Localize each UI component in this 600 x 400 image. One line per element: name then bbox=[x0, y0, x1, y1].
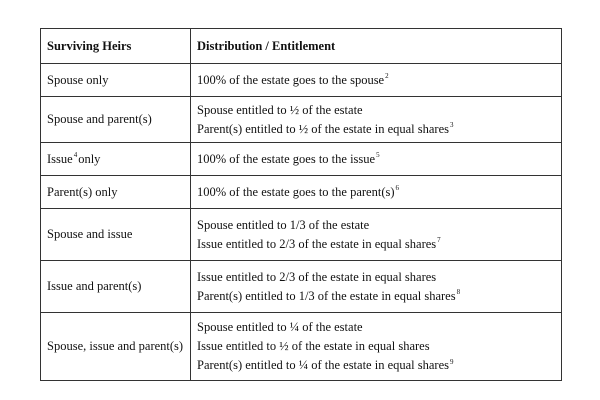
table-row bbox=[41, 261, 562, 313]
heir-cell bbox=[41, 64, 191, 97]
distribution-line bbox=[197, 356, 555, 375]
distribution-line bbox=[197, 337, 555, 356]
heirs-distribution-table bbox=[40, 28, 562, 381]
distribution-text: 100% of the estate goes to the spouse bbox=[197, 72, 385, 87]
distribution-text: Issue entitled to 2/3 of the estate in equal shares bbox=[197, 269, 437, 284]
heir-cell bbox=[41, 143, 191, 176]
distribution-text: Parent(s) entitled to 1/3 of the estate in equal shares bbox=[197, 288, 456, 303]
table-row bbox=[41, 64, 562, 97]
distribution-cell bbox=[191, 64, 562, 97]
footnote-ref[interactable]: 9 bbox=[450, 357, 454, 366]
distribution-text: 100% of the estate goes to the issue bbox=[197, 151, 376, 166]
distribution-line bbox=[197, 318, 555, 337]
distribution-text: Parent(s) entitled to ½ of the estate in equal shares bbox=[197, 121, 450, 136]
distribution-text: Issue entitled to 2/3 of the estate in equal shares bbox=[197, 236, 437, 251]
footnote-ref[interactable]: 2 bbox=[385, 72, 389, 81]
table-header-row bbox=[41, 29, 562, 64]
distribution-line bbox=[197, 120, 555, 139]
distribution-cell bbox=[191, 313, 562, 381]
heir-cell bbox=[41, 97, 191, 143]
distribution-line bbox=[197, 235, 555, 254]
distribution-text: 100% of the estate goes to the parent(s) bbox=[197, 184, 395, 199]
distribution-text: Issue entitled to ½ of the estate in equal shares bbox=[197, 339, 430, 353]
heir-label-suffix: only bbox=[78, 151, 101, 166]
heir-label: Issue bbox=[47, 151, 73, 166]
footnote-ref[interactable]: 7 bbox=[437, 236, 441, 245]
footnote-ref[interactable]: 6 bbox=[395, 184, 400, 193]
distribution-text: Spouse entitled to ¼ of the estate bbox=[197, 320, 363, 334]
table-row bbox=[41, 209, 562, 261]
heir-label: Spouse and issue bbox=[47, 227, 133, 241]
heir-cell bbox=[41, 176, 191, 209]
distribution-line bbox=[197, 268, 555, 287]
distribution-cell bbox=[191, 143, 562, 176]
distribution-line bbox=[197, 101, 555, 120]
distribution-line bbox=[197, 71, 555, 90]
heir-label: Parent(s) only bbox=[47, 184, 118, 199]
distribution-cell bbox=[191, 97, 562, 143]
distribution-line bbox=[197, 287, 555, 306]
heir-cell bbox=[41, 209, 191, 261]
table-row bbox=[41, 313, 562, 381]
distribution-cell bbox=[191, 261, 562, 313]
distribution-line bbox=[197, 183, 555, 202]
heir-label: Issue and parent(s) bbox=[47, 279, 142, 293]
header-distribution: Distribution / Entitlement bbox=[191, 29, 562, 64]
footnote-ref[interactable]: 3 bbox=[450, 121, 454, 130]
heir-cell bbox=[41, 313, 191, 381]
header-surviving-heirs: Surviving Heirs bbox=[41, 29, 191, 64]
footnote-ref[interactable]: 4 bbox=[73, 151, 78, 160]
distribution-cell bbox=[191, 176, 562, 209]
heir-label: Spouse, issue and parent(s) bbox=[47, 339, 184, 353]
distribution-line bbox=[197, 216, 555, 235]
distribution-line bbox=[197, 150, 555, 169]
heir-label: Spouse and parent(s) bbox=[47, 112, 152, 126]
heir-label: Spouse only bbox=[47, 72, 109, 87]
table-body bbox=[41, 64, 562, 381]
table-row bbox=[41, 143, 562, 176]
distribution-cell bbox=[191, 209, 562, 261]
distribution-text: Spouse entitled to 1/3 of the estate bbox=[197, 217, 370, 232]
distribution-text: Spouse entitled to ½ of the estate bbox=[197, 102, 363, 117]
footnote-ref[interactable]: 5 bbox=[376, 151, 380, 160]
table-row bbox=[41, 97, 562, 143]
footnote-ref[interactable]: 8 bbox=[456, 288, 461, 297]
heir-cell bbox=[41, 261, 191, 313]
table-row bbox=[41, 176, 562, 209]
distribution-text: Parent(s) entitled to ¼ of the estate in equal shares bbox=[197, 358, 450, 372]
